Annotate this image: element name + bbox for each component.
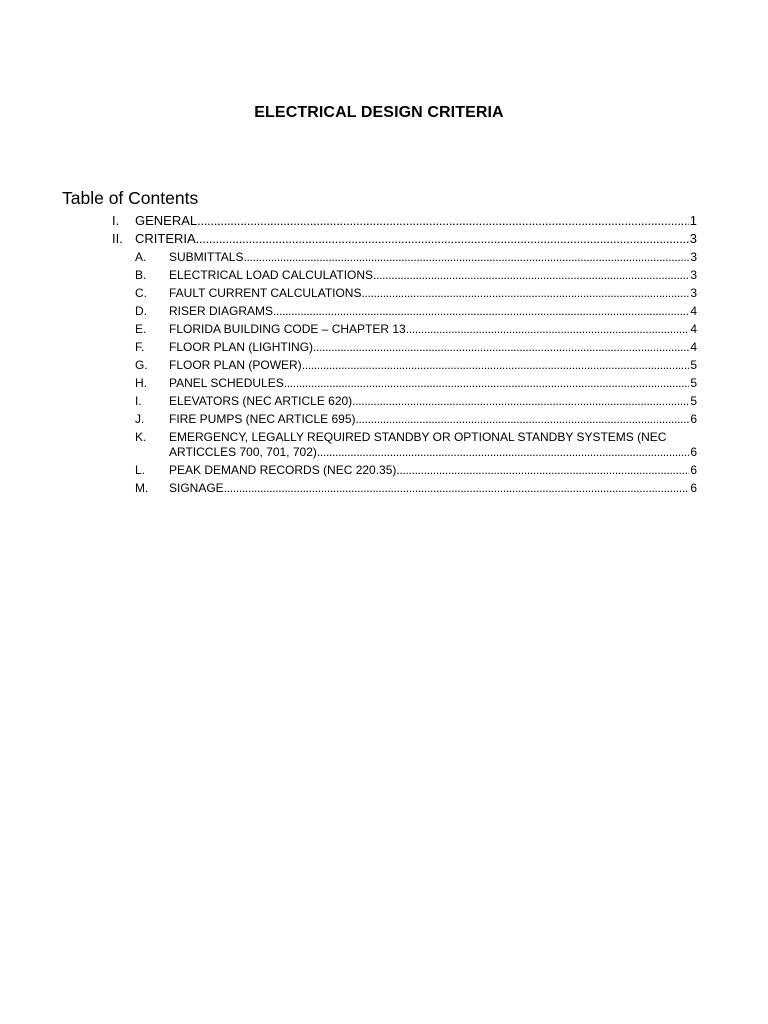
table-of-contents (0, 212, 768, 497)
toc-leader-dots (313, 338, 689, 356)
toc-entry-label: ELEVATORS (NEC ARTICLE 620) (169, 394, 353, 408)
toc-leader-dots (224, 479, 690, 497)
toc-leader-dots (243, 248, 689, 266)
toc-entry-number: D. (135, 304, 147, 318)
toc-entry-page: 4 (690, 340, 697, 354)
toc-leader-dots (361, 284, 689, 302)
toc-entry-number: I. (135, 394, 142, 408)
toc-entry-signage[interactable] (135, 479, 697, 497)
toc-entry-page: 5 (690, 394, 697, 408)
toc-leader-dots (317, 445, 689, 460)
toc-entry-label: FLORIDA BUILDING CODE – CHAPTER 13 (169, 322, 406, 336)
toc-entry-number: J. (135, 412, 145, 426)
toc-entry-label: GENERAL (135, 213, 198, 228)
document-title: ELECTRICAL DESIGN CRITERIA (254, 104, 504, 121)
toc-entry-floor-plan-lighting[interactable] (135, 338, 697, 356)
toc-entry-criteria[interactable] (112, 230, 697, 248)
toc-entry-number: II. (112, 231, 123, 246)
toc-leader-dots (356, 410, 690, 428)
toc-entry-number: A. (135, 250, 147, 264)
toc-entry-peak-demand-records[interactable] (135, 461, 697, 479)
toc-entry-label-block (169, 430, 697, 460)
toc-entry-page: 6 (690, 481, 697, 495)
toc-entry-page: 4 (690, 322, 697, 336)
toc-entry-label: FLOOR PLAN (POWER) (169, 358, 302, 372)
toc-entry-electrical-load-calculations[interactable] (135, 266, 697, 284)
toc-leader-dots (273, 302, 689, 320)
toc-leader-dots (373, 266, 689, 284)
toc-entry-label: SUBMITTALS (169, 250, 244, 264)
toc-entry-page: 3 (690, 268, 697, 282)
toc-entry-page: 3 (690, 250, 697, 264)
toc-entry-label: SIGNAGE (169, 481, 224, 495)
toc-entry-page: 6 (690, 412, 697, 426)
toc-leader-dots (197, 212, 689, 230)
toc-entry-submittals[interactable] (135, 248, 697, 266)
toc-entry-panel-schedules[interactable] (135, 374, 697, 392)
toc-entry-emergency-standby-systems[interactable] (135, 430, 697, 460)
toc-entry-number: K. (135, 430, 147, 444)
toc-entry-number: C. (135, 286, 147, 300)
toc-leader-dots (302, 356, 690, 374)
toc-entry-elevators[interactable] (135, 392, 697, 410)
toc-entry-label: ELECTRICAL LOAD CALCULATIONS (169, 268, 374, 282)
toc-leader-dots (406, 320, 690, 338)
toc-entry-label-line2: ARTICCLES 700, 701, 702) (169, 445, 317, 459)
toc-entry-label-line2-row (169, 445, 697, 460)
toc-heading: Table of Contents (62, 188, 199, 208)
toc-entry-number: L. (135, 463, 146, 477)
toc-leader-dots (284, 374, 690, 392)
toc-entry-number: G. (135, 358, 148, 372)
toc-entry-number: E. (135, 322, 147, 336)
toc-leader-dots (196, 230, 689, 248)
toc-entry-label-line1: EMERGENCY, LEGALLY REQUIRED STANDBY OR OPTIONAL STANDBY SYSTEMS (NEC (169, 430, 667, 444)
toc-entry-page: 6 (690, 463, 697, 477)
toc-entry-page: 5 (690, 358, 697, 372)
toc-leader-dots (396, 461, 689, 479)
toc-entry-page: 5 (690, 376, 697, 390)
toc-entry-number: M. (135, 481, 149, 495)
toc-entry-page: 4 (690, 304, 697, 318)
toc-entry-label: PANEL SCHEDULES (169, 376, 284, 390)
toc-entry-label: RISER DIAGRAMS (169, 304, 274, 318)
toc-entry-label: PEAK DEMAND RECORDS (NEC 220.35) (169, 463, 397, 477)
toc-entry-general[interactable] (112, 212, 697, 230)
toc-entry-label: CRITERIA (135, 231, 196, 246)
toc-entry-label: FAULT CURRENT CALCULATIONS (169, 286, 362, 300)
toc-entry-page: 1 (689, 213, 697, 228)
toc-entry-page: 3 (689, 231, 697, 246)
toc-leader-dots (352, 392, 689, 410)
toc-entry-number: H. (135, 376, 147, 390)
toc-entry-riser-diagrams[interactable] (135, 302, 697, 320)
toc-entry-page: 6 (690, 445, 697, 459)
toc-entry-page: 3 (690, 286, 697, 300)
toc-entry-label: FIRE PUMPS (NEC ARTICLE 695) (169, 412, 356, 426)
toc-entry-florida-building-code[interactable] (135, 320, 697, 338)
toc-entry-fault-current-calculations[interactable] (135, 284, 697, 302)
toc-entry-label: FLOOR PLAN (LIGHTING) (169, 340, 314, 354)
toc-entry-floor-plan-power[interactable] (135, 356, 697, 374)
toc-entry-number: B. (135, 268, 147, 282)
toc-entry-number: F. (135, 340, 145, 354)
toc-entry-number: I. (112, 213, 120, 228)
toc-entry-fire-pumps[interactable] (135, 410, 697, 428)
